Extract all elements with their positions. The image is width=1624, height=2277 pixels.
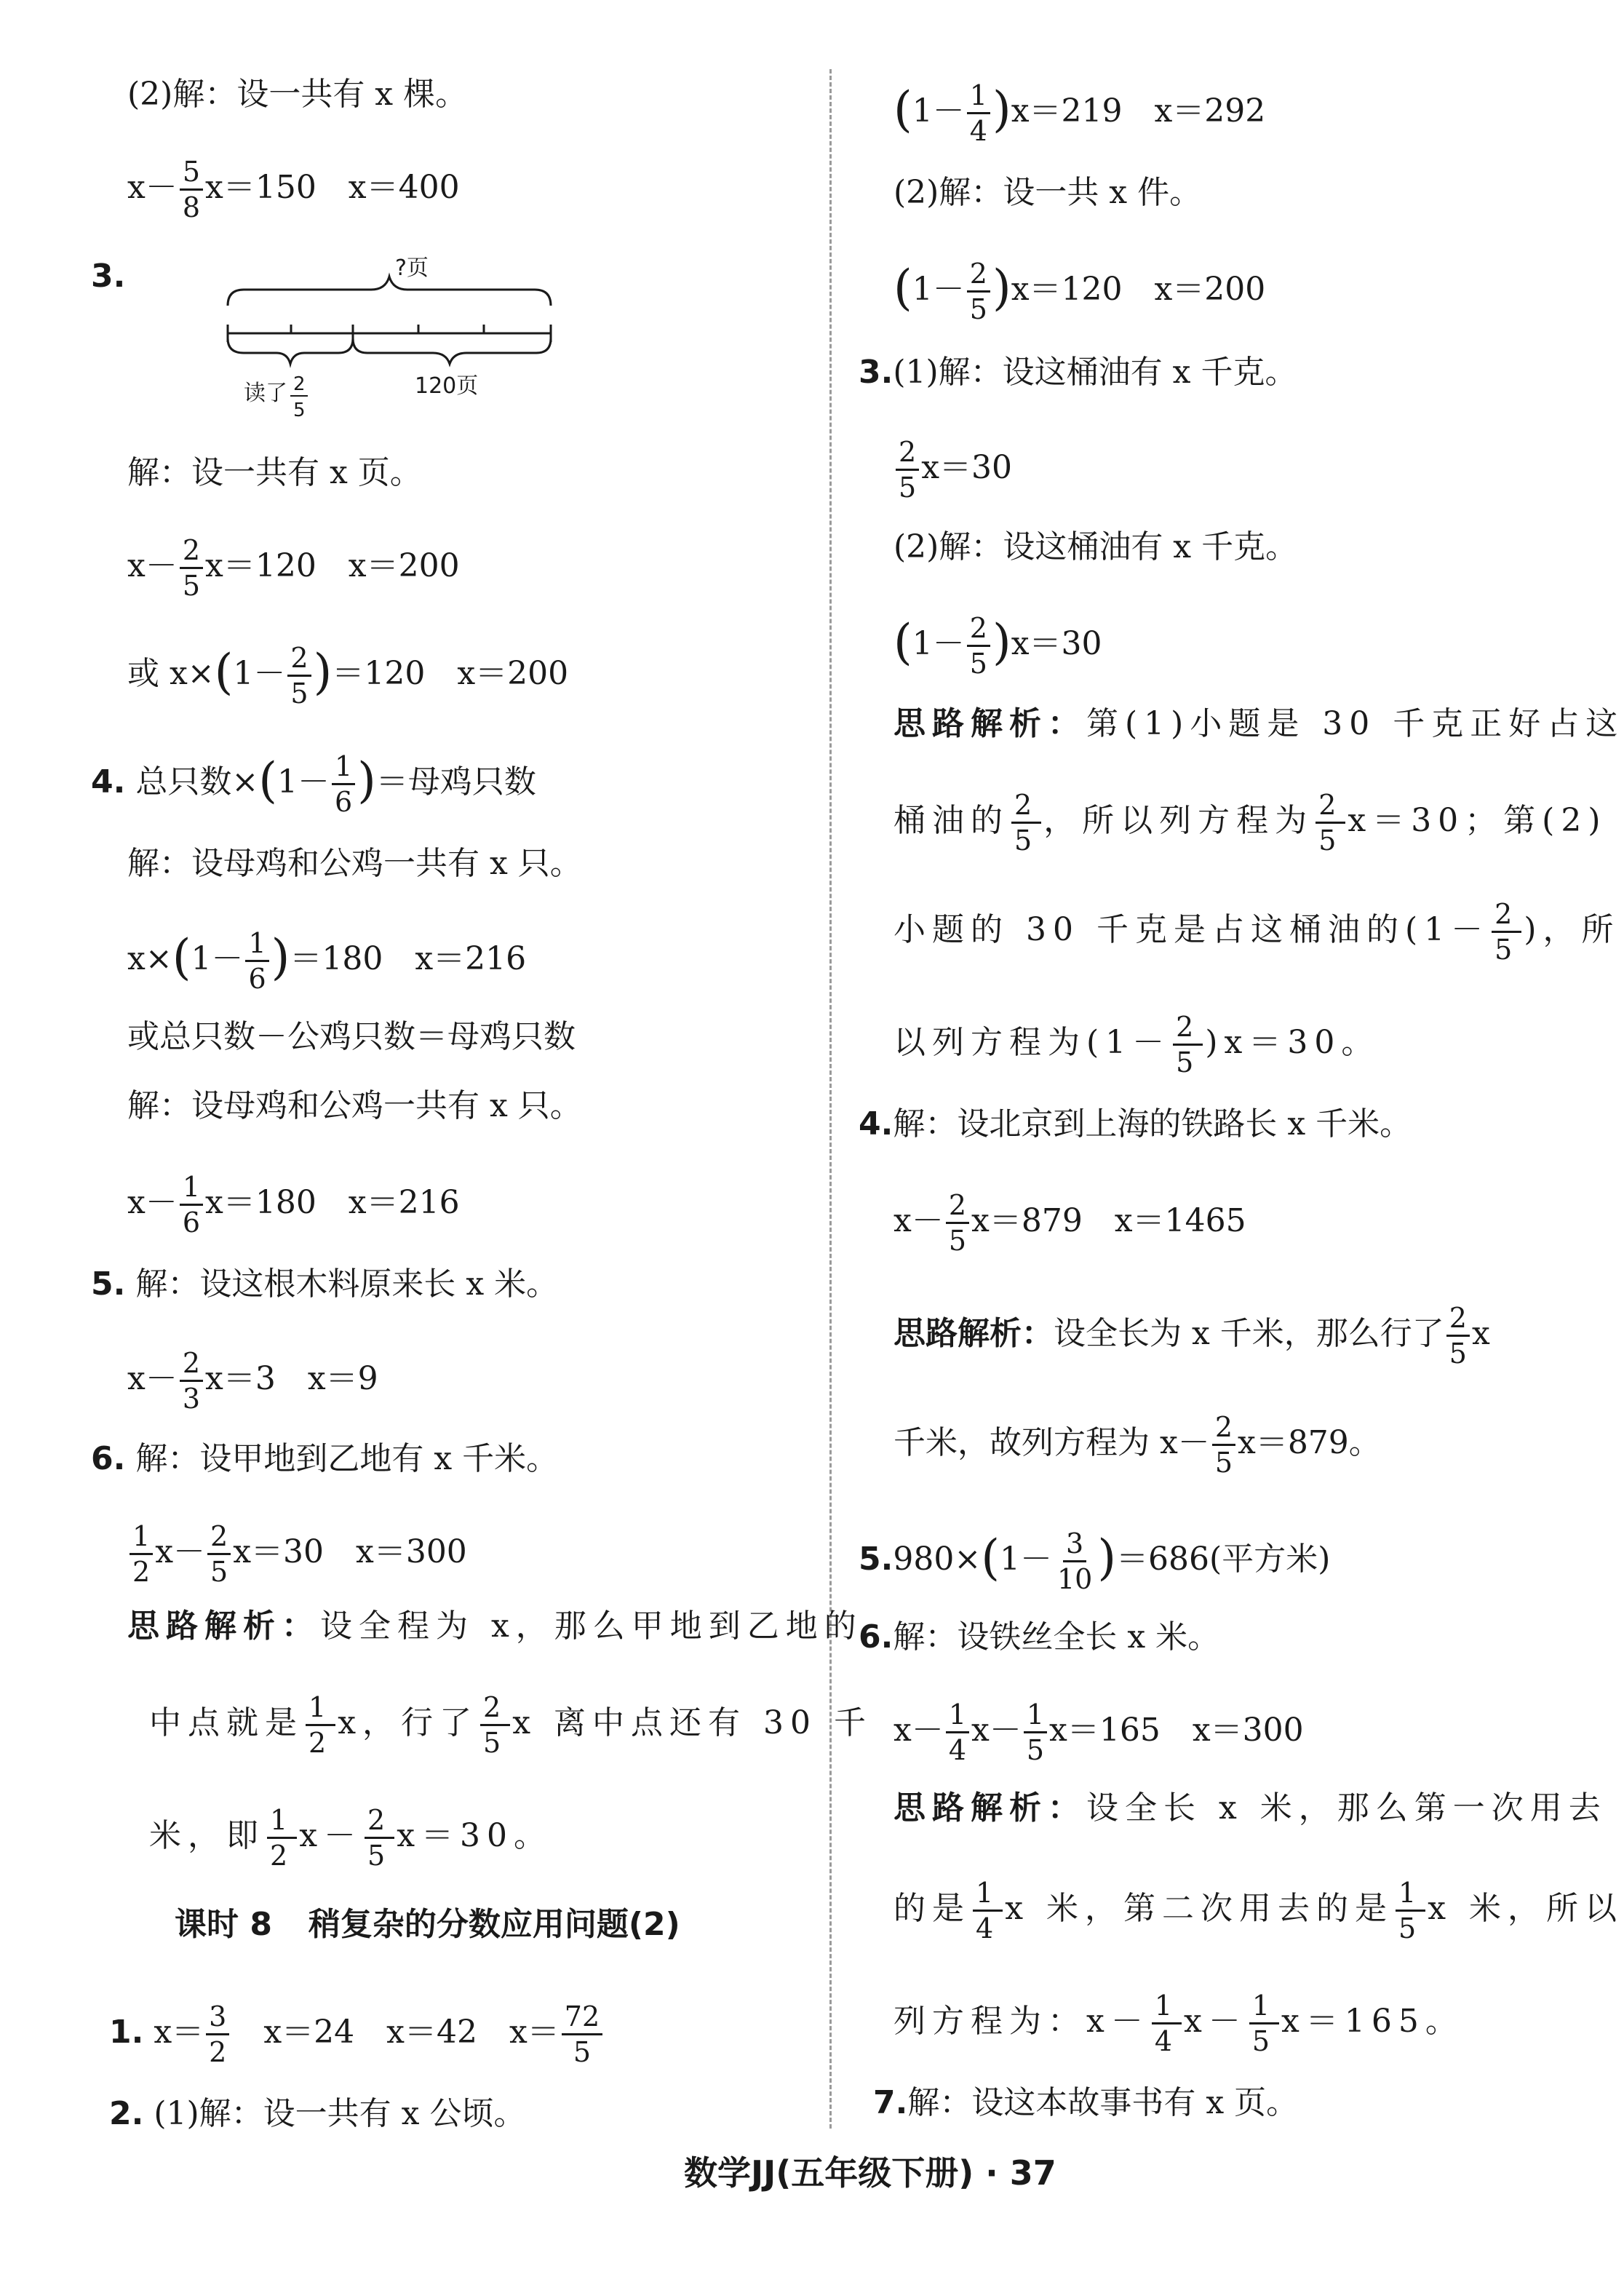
q6-setup: 6. 解：设甲地到乙地有 x 千米。 (91, 1440, 559, 1477)
q2-part2-setup: (2)解：设一共有 x 棵。 (127, 76, 468, 113)
lesson-heading: 课时 8 稍复杂的分数应用问题(2) (175, 1906, 680, 1943)
fraction: $\frac{2}{5}$ (207, 1521, 231, 1587)
fraction: $\frac{2}{5}$ (967, 258, 990, 325)
p2-part2-setup: (2)解：设一共 x 件。 (893, 174, 1202, 211)
page-number: 37 (1009, 2153, 1056, 2193)
p5-answer: 5.980×(1－ $\frac{3}{10}$ )＝686(平方米) (859, 1527, 1331, 1595)
fraction: $\frac{3}{10}$ (1056, 1527, 1093, 1595)
fraction: $\frac{1}{6}$ (245, 928, 268, 994)
q4-relation: 4. 总只数×(1－ $\frac{1}{6}$ )＝母鸡只数 (91, 750, 536, 818)
fraction: $\frac{1}{6}$ (332, 751, 355, 817)
fraction: $\frac{1}{2}$ (306, 1692, 335, 1758)
fraction: $\frac{1}{5}$ (1396, 1877, 1425, 1944)
p2-setup: 2. (1)解：设一共有 x 公顷。 (109, 2095, 526, 2132)
fraction: $\frac{3}{2}$ (206, 2001, 229, 2067)
fraction: $\frac{2}{5}$ (1315, 790, 1345, 856)
line-segment-diagram (222, 247, 564, 422)
p4-setup: 4.解：设北京到上海的铁路长 x 千米。 (859, 1105, 1412, 1143)
q2-part2-equation: x－ $\frac{5}{8}$ x＝150 x＝400 (127, 156, 460, 223)
p3-analysis-2: 桶油的 $\frac{2}{5}$ ，所以列方程为 $\frac{2}{5}$ x＝30；第(2) (893, 789, 1607, 857)
fraction: $\frac{2}{5}$ (1011, 790, 1041, 856)
p2-part2-equation: (1－ $\frac{2}{5}$ )x＝120 x＝200 (893, 258, 1266, 325)
q4-equation: x×(1－ $\frac{1}{6}$ )＝180 x＝216 (127, 927, 527, 995)
fraction: $\frac{1}{5}$ (1024, 1699, 1047, 1765)
fraction: $\frac{72}{5}$ (562, 2001, 602, 2067)
p6-setup: 6.解：设铁丝全长 x 米。 (859, 1618, 1220, 1656)
p7-setup: 7.解：设这本故事书有 x 页。 (873, 2084, 1299, 2121)
diagram-total-label: ?页 (395, 255, 429, 281)
p4-equation: x－ $\frac{2}{5}$ x＝879 x＝1465 (893, 1189, 1246, 1257)
fraction: $\frac{1}{4}$ (1152, 1990, 1182, 2057)
q4-relation-alt: 或总只数－公鸡只数＝母鸡只数 (127, 1018, 576, 1055)
fraction: $\frac{2}{5}$ (946, 1190, 969, 1256)
diagram-frac-den: 5 (293, 400, 306, 421)
diagram-frac-num: 2 (293, 373, 306, 395)
page-footer (684, 2147, 1056, 2195)
fraction: $\frac{2}{5}$ (1492, 899, 1521, 965)
p6-analysis-2: 的是 $\frac{1}{4}$ x 米，第二次用去的是 $\frac{1}{5}$ x 米，所以 (893, 1877, 1623, 1944)
fraction: $\frac{1}{4}$ (946, 1699, 969, 1765)
p3-part1-setup: 3.(1)解：设这桶油有 x 千克。 (859, 354, 1297, 391)
p3-analysis-3: 小题的 30 千克是占这桶油的(1－ $\frac{2}{5}$ )，所 (893, 898, 1620, 966)
fraction: $\frac{2}{5}$ (180, 535, 203, 601)
fraction: $\frac{1}{4}$ (973, 1877, 1003, 1944)
fraction: $\frac{1}{6}$ (180, 1172, 203, 1238)
fraction: $\frac{5}{8}$ (180, 156, 203, 223)
p2-part1-equation: (1－ $\frac{1}{4}$ )x＝219 x＝292 (893, 79, 1266, 147)
footer-subject: 数学JJ(五年级下册) (684, 2153, 974, 2193)
fraction: $\frac{2}{5}$ (1173, 1012, 1203, 1078)
q5-equation: x－ $\frac{2}{3}$ x＝3 x＝9 (127, 1347, 378, 1415)
diagram-top-brace (228, 277, 551, 306)
p3-part1-equation: $\frac{2}{5}$ x＝30 (893, 437, 1012, 503)
p3-analysis-4: 以列方程为(1－ $\frac{2}{5}$ )x＝30。 (893, 1011, 1380, 1078)
q6-analysis-3: 米，即 $\frac{1}{2}$ x－ $\frac{2}{5}$ x＝30。 (149, 1804, 553, 1872)
q4-equation-alt: x－ $\frac{1}{6}$ x＝180 x＝216 (127, 1171, 460, 1239)
q5-setup: 5. 解：设这根木料原来长 x 米。 (91, 1265, 559, 1303)
p6-analysis-3: 列方程为：x－ $\frac{1}{4}$ x－ $\frac{1}{5}$ x＝165。 (893, 1990, 1464, 2057)
fraction: $\frac{2}{5}$ (287, 643, 311, 709)
fraction: $\frac{2}{5}$ (967, 613, 990, 679)
fraction: $\frac{2}{5}$ (1212, 1412, 1235, 1478)
p3-part2-equation: (1－ $\frac{2}{5}$ )x＝30 (893, 612, 1102, 680)
fraction: $\frac{2}{5}$ (365, 1805, 394, 1871)
q3-setup: 解：设一共有 x 页。 (127, 454, 422, 491)
q6-equation: $\frac{1}{2}$ x－ $\frac{2}{5}$ x＝30 x＝300 (127, 1521, 467, 1587)
footer-separator: · (985, 2153, 998, 2193)
p3-analysis-1: 思路解析：第(1)小题是 30 千克正好占这 (893, 705, 1624, 742)
p4-analysis-2: 千米，故列方程为 x－ $\frac{2}{5}$ x＝879。 (893, 1411, 1381, 1479)
diagram-rest-brace (353, 338, 551, 364)
q3-equation: x－ $\frac{2}{5}$ x＝120 x＝200 (127, 534, 460, 602)
fraction: $\frac{1}{5}$ (1249, 1990, 1279, 2057)
p6-analysis-1: 思路解析：设全长 x 米，那么第一次用去 (893, 1789, 1607, 1827)
column-divider (829, 69, 832, 2129)
fraction: $\frac{1}{2}$ (130, 1521, 153, 1587)
fraction: $\frac{1}{4}$ (967, 80, 990, 146)
q3-equation-alt: 或 x×(1－ $\frac{2}{5}$ )＝120 x＝200 (127, 642, 569, 710)
q4-setup-alt: 解：设母鸡和公鸡一共有 x 只。 (127, 1087, 582, 1124)
p4-analysis-1: 思路解析：设全长为 x 千米，那么行了 $\frac{2}{5}$ x (893, 1302, 1490, 1370)
diagram-read-brace (228, 338, 353, 364)
fraction: $\frac{2}{5}$ (480, 1692, 510, 1758)
question-number-3: 3. (91, 258, 126, 295)
fraction: $\frac{2}{3}$ (180, 1348, 203, 1414)
p6-equation: x－ $\frac{1}{4}$ x－ $\frac{1}{5}$ x＝165 x＝300 (893, 1698, 1304, 1766)
q6-analysis-1: 思路解析：设全程为 x，那么甲地到乙地的 (127, 1608, 863, 1645)
q4-setup: 解：设母鸡和公鸡一共有 x 只。 (127, 845, 582, 882)
fraction: $\frac{1}{2}$ (267, 1805, 297, 1871)
diagram-read-label: 读了 (244, 381, 287, 406)
q6-analysis-2: 中点就是 $\frac{1}{2}$ x，行了 $\frac{2}{5}$ x 离中点还有 30 千 (149, 1691, 872, 1759)
fraction: $\frac{2}{5}$ (896, 437, 919, 503)
p3-part2-setup: (2)解：设这桶油有 x 千克。 (893, 528, 1298, 565)
fraction: $\frac{2}{5}$ (1446, 1303, 1470, 1369)
p1-answers: 1. x＝ $\frac{3}{2}$ x＝24 x＝42 x＝ $\frac{72}{5}$ (109, 2001, 605, 2067)
diagram-rest-label: 120页 (415, 373, 479, 399)
